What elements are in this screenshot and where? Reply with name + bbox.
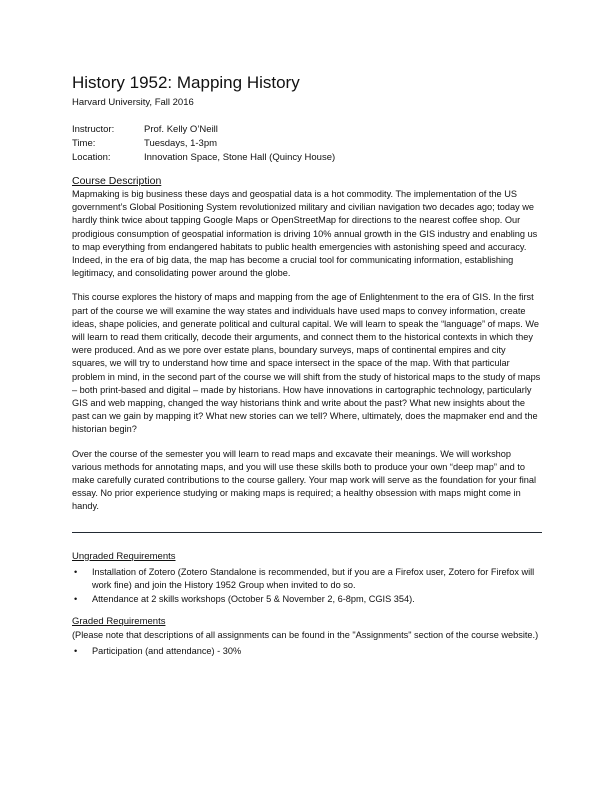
meta-value: Innovation Space, Stone Hall (Quincy House) bbox=[144, 152, 336, 163]
ungraded-requirements-heading: Ungraded Requirements bbox=[72, 550, 176, 562]
course-title: History 1952: Mapping History bbox=[72, 73, 300, 92]
list-item-text: Attendance at 2 skills workshops (October 5 & November 2, 6-8pm, CGIS 354). bbox=[92, 594, 415, 605]
graded-requirements-heading: Graded Requirements bbox=[72, 616, 166, 628]
bullet-icon: • bbox=[74, 594, 78, 605]
course-description-heading: Course Description bbox=[72, 175, 162, 187]
list-item-text: Participation (and attendance) - 30% bbox=[92, 646, 242, 657]
meta-value: Tuesdays, 1-3pm bbox=[144, 138, 218, 149]
course-meta bbox=[72, 123, 542, 165]
bullet-icon: • bbox=[74, 646, 78, 657]
meta-row-instructor bbox=[72, 123, 542, 137]
meta-key: Instructor: bbox=[72, 124, 115, 135]
description-paragraph: Mapmaking is big business these days and geospatial data is a hot commodity. The implementation of the US government’s Global Positioning System revolutionized military and civilian navigation two decades ago; today we hardly think twice about tapping Google Maps or OpenStreetMap for directions to the nearest coffee shop. Our prodigious consumption of geospatial information is driving 10% annual growth in the GIS industry and enabling us to map everything from endangered habitats to public health emergencies with astonishing speed and accuracy. Indeed, in the era of big data, the map has become a crucial tool for communicating information, establishing legitimacy, and consolidating power around the globe. bbox=[72, 189, 538, 279]
meta-key: Location: bbox=[72, 152, 111, 163]
meta-value: Prof. Kelly O’Neill bbox=[144, 124, 218, 135]
meta-row-time bbox=[72, 137, 542, 151]
bullet-icon: • bbox=[74, 566, 78, 577]
description-paragraph: Over the course of the semester you will learn to read maps and excavate their meanings. We will workshop various methods for annotating maps, and you will use these skills both to produce your own “deep map” and to make carefully curated contributions to the course gallery. Your map work will serve as the foundation for your final essay. No prior experience studying or making maps is required; a healthy obsession with maps might come in handy. bbox=[72, 448, 537, 512]
course-subtitle: Harvard University, Fall 2016 bbox=[72, 97, 194, 108]
meta-row-location bbox=[72, 151, 542, 165]
list-item bbox=[72, 593, 542, 606]
graded-requirements-note: (Please note that descriptions of all assignments can be found in the "Assignments" section of the course website.) bbox=[72, 630, 539, 641]
list-item-text: Installation of Zotero (Zotero Standalone is recommended, but if you are a Firefox user, Zotero for Firefox will work fine) and join the History 1952 Group when invited to do so. bbox=[92, 566, 535, 590]
course-description bbox=[72, 188, 542, 514]
section-divider bbox=[72, 532, 542, 533]
ungraded-requirements-list bbox=[72, 566, 542, 607]
meta-key: Time: bbox=[72, 138, 96, 149]
graded-requirements-list bbox=[72, 645, 542, 658]
list-item bbox=[72, 566, 542, 592]
syllabus-page bbox=[72, 72, 542, 659]
description-paragraph: This course explores the history of maps and mapping from the age of Enlightenment to the era of GIS. In the first part of the course we will examine the way states and individuals have used maps to convey information, create ideas, shape policies, and generate political and cultural capital. We will learn to speak the “language” of maps. We will learn to read them critically, decode their arguments, and connect them to the historical contexts in which they were produced. And as we pore over estate plans, boundary surveys, maps of continental empires and city squares, we will try to understand how time and space intersect in the space of the map. With that particular problem in mind, in the second part of the course we will shift from the study of historical maps to the study of maps – both print-based and digital – made by historians. How have innovations in cartographic technology, particularly GIS and web mapping, changed the way historians think and write about the past? What new insights about the past can we gain by mapping it? What new stories can we tell? Where, ultimately, does the mapmaker end and the historian begin? bbox=[72, 292, 541, 435]
list-item bbox=[72, 645, 542, 658]
